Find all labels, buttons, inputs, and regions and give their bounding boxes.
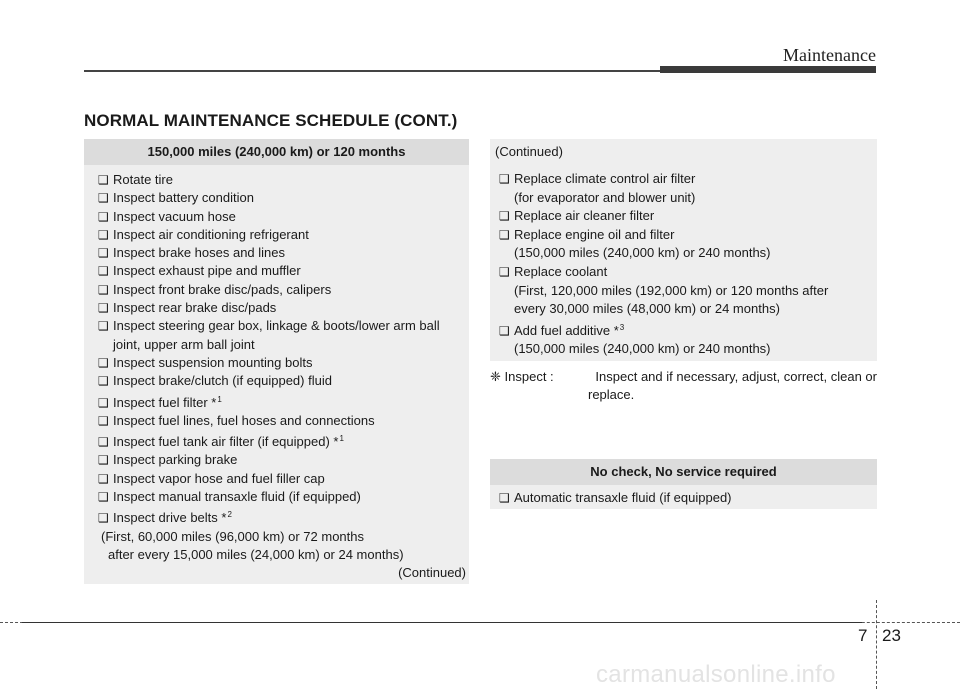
checkbox-icon: ❑ <box>499 172 510 186</box>
checklist-item: ❑ Inspect air conditioning refrigerant <box>98 226 469 244</box>
checklist-item: ❑ Inspect battery condition <box>98 189 469 207</box>
watermark: carmanualsonline.info <box>596 661 836 688</box>
checklist-item-continuation: joint, upper arm ball joint <box>113 336 255 352</box>
schedule-panel-150k <box>84 139 469 584</box>
checklist-item: ❑ Replace climate control air filter <box>499 170 877 189</box>
schedule-panel-continued <box>490 139 877 361</box>
header-rule-accent <box>660 66 876 73</box>
checklist-item: ❑ Inspect front brake disc/pads, calipers <box>98 281 469 299</box>
checklist-item: ❑ Inspect brake/clutch (if equipped) fluid <box>98 372 469 390</box>
panel-heading: 150,000 miles (240,000 km) or 120 months <box>84 139 469 165</box>
checkbox-icon: ❑ <box>98 435 109 450</box>
page-number: 23 <box>882 626 901 645</box>
drive-belt-interval: after every 15,000 miles (24,000 km) or 24 months) <box>108 546 404 562</box>
footnote-ref: 3 <box>619 322 625 332</box>
checkbox-icon: ❑ <box>499 227 510 242</box>
checklist-item: ❑ Inspect fuel filter *$^1$ <box>98 391 469 412</box>
checkbox-icon: ❑ <box>98 453 109 468</box>
checklist-item: ❑ Inspect rear brake disc/pads <box>98 299 469 317</box>
no-check-panel <box>490 459 877 509</box>
checklist-item: ❑ Inspect vapor hose and fuel filler cap <box>98 470 469 488</box>
checkbox-icon: ❑ <box>499 264 510 279</box>
checklist-item: ❑ Replace engine oil and filter <box>499 226 877 245</box>
footnote-ref: 1 <box>339 434 344 444</box>
checklist-item: ❑ Inspect vacuum hose <box>98 208 469 226</box>
checkbox-icon: ❑ <box>98 374 109 389</box>
checklist-item: ❑ Automatic transaxle fluid (if equipped) <box>490 485 877 507</box>
section-title: NORMAL MAINTENANCE SCHEDULE (CONT.) <box>84 111 458 130</box>
checklist-item: ❑ Inspect exhaust pipe and muffler <box>98 262 469 280</box>
checklist-item-continuation: (for evaporator and blower unit) <box>514 189 696 205</box>
checklist-item-continuation: (First, 120,000 miles (192,000 km) or 120 months after <box>514 282 829 298</box>
checkbox-icon: ❑ <box>98 173 109 187</box>
checkbox-icon: ❑ <box>98 355 109 370</box>
checklist-item: ❑ Inspect suspension mounting bolts <box>98 354 469 372</box>
checklist-item: ❑ Inspect brake hoses and lines <box>98 244 469 262</box>
continued-label: (Continued) <box>398 565 466 580</box>
drive-belt-interval: (First, 60,000 miles (96,000 km) or 72 months <box>101 528 364 544</box>
checkbox-icon: ❑ <box>98 471 109 486</box>
checklist-item-continuation: (150,000 miles (240,000 km) or 240 months) <box>514 245 771 261</box>
checkbox-icon: ❑ <box>499 491 510 505</box>
note-text: Inspect and if necessary, adjust, correct, clean or <box>595 369 877 384</box>
note-symbol-icon: ❈ <box>490 369 501 384</box>
footnote-ref: 1 <box>217 394 222 404</box>
header-title: Maintenance <box>783 45 876 65</box>
footer-rule <box>22 622 862 623</box>
note-text: replace. <box>588 387 635 402</box>
checkbox-icon: ❑ <box>499 323 510 338</box>
checklist-item: ❑ Inspect steering gear box, linkage & boots/lower arm ball <box>98 317 469 335</box>
checkbox-icon: ❑ <box>98 191 109 206</box>
checklist-item: ❑ Replace air cleaner filter <box>499 207 877 226</box>
checkbox-icon: ❑ <box>98 264 109 279</box>
checklist-item: ❑ Inspect parking brake <box>98 451 469 469</box>
checklist-item-continuation: (150,000 miles (240,000 km) or 240 months) <box>514 341 771 357</box>
inspect-definition-note <box>490 368 877 404</box>
checkbox-icon: ❑ <box>98 511 109 526</box>
checkbox-icon: ❑ <box>98 227 109 242</box>
page-divider <box>876 600 877 689</box>
checkbox-icon: ❑ <box>499 209 510 224</box>
checkbox-icon: ❑ <box>98 301 109 316</box>
checklist-item: ❑ Inspect drive belts *$^2$ <box>98 506 469 527</box>
checkbox-icon: ❑ <box>98 246 109 261</box>
checkbox-icon: ❑ <box>98 319 109 334</box>
checklist-item: ❑ Inspect manual transaxle fluid (if equipped) <box>98 488 469 506</box>
checkbox-icon: ❑ <box>98 282 109 297</box>
checklist-item: ❑ Add fuel additive *$^3$ <box>499 319 877 341</box>
checklist-item: ❑ Replace coolant <box>499 263 877 282</box>
checkbox-icon: ❑ <box>98 413 109 428</box>
note-label: Inspect : <box>504 369 554 384</box>
checkbox-icon: ❑ <box>98 209 109 224</box>
checklist-item: ❑ Inspect fuel lines, fuel hoses and connections <box>98 412 469 430</box>
checklist <box>84 165 469 564</box>
footnote-ref: 2 <box>227 510 232 520</box>
checklist-item: ❑ Rotate tire <box>98 171 469 189</box>
continued-label: (Continued) <box>490 139 877 165</box>
header-rule <box>84 70 660 72</box>
checklist-item: ❑ Inspect fuel tank air filter (if equipped) *$^1$ <box>98 430 469 451</box>
checkbox-icon: ❑ <box>98 490 109 505</box>
chapter-number: 7 <box>858 626 868 645</box>
checklist <box>490 165 877 359</box>
checklist-item-continuation: every 30,000 miles (48,000 km) or 24 months) <box>514 301 780 317</box>
panel-heading: No check, No service required <box>490 459 877 485</box>
checkbox-icon: ❑ <box>98 395 109 410</box>
